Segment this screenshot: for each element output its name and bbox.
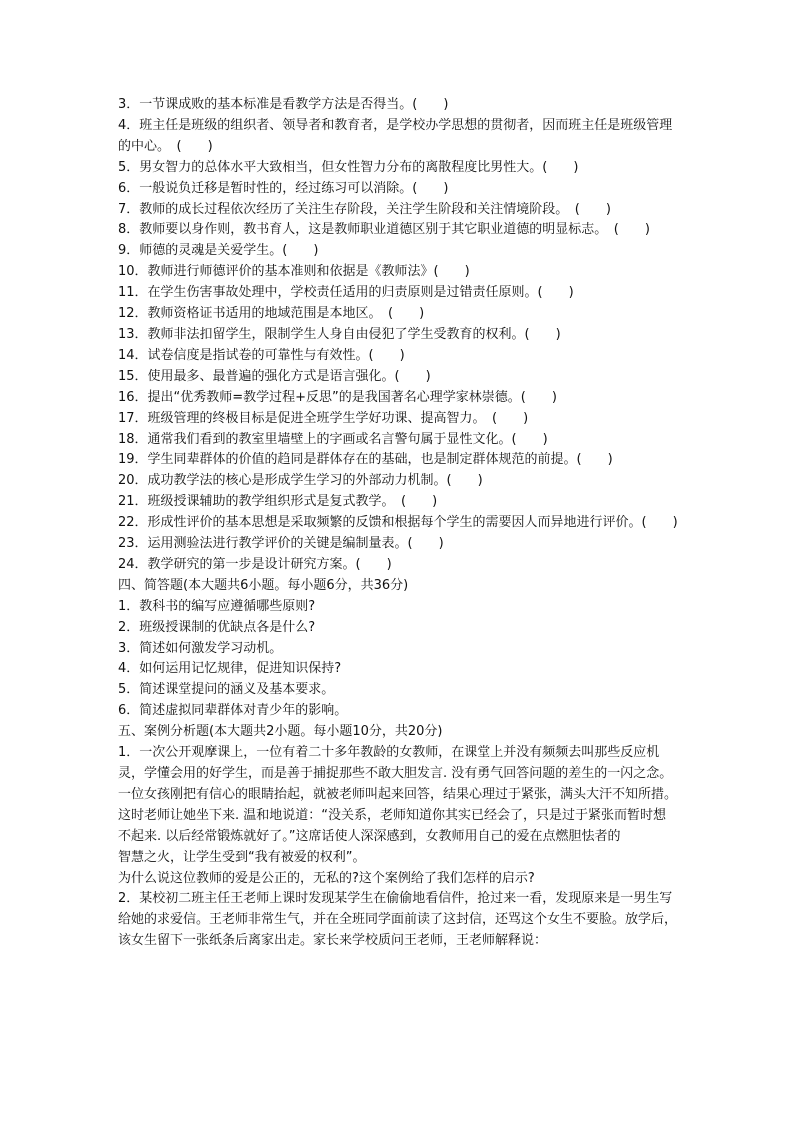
judgment-item: 13．教师非法扣留学生，限制学生人身自由侵犯了学生受教育的权利。( )	[118, 326, 561, 342]
judgment-item: 21．班级授课辅助的教学组织形式是复式教学。 ( )	[118, 494, 438, 510]
short-answer-item: 4．如何运用记忆规律，促进知识保持?	[118, 661, 342, 677]
judgment-item: 15．使用最多、最普遍的强化方式是语言强化。( )	[118, 368, 431, 384]
case-2-paragraph: 2．某校初二班主任王老师上课时发现某学生在偷偷地看信件，抢过来一看，发现原来是一男生写给她的求爱信。王老师非常生气，并在全班同学面前读了这封信，还骂这个女生不要脸。放学后，该女生留下一张纸条后离家出走。家长来学校质问王老师，王老师解释说：	[118, 891, 678, 949]
judgment-item: 14．试卷信度是指试卷的可靠性与有效性。( )	[118, 347, 405, 363]
judgment-item: 5．男女智力的总体水平大致相当，但女性智力分布的离散程度比男性大。( )	[118, 159, 579, 175]
short-answer-item: 1．教科书的编写应遵循哪些原则?	[118, 598, 316, 614]
judgment-item: 20．成功教学法的核心是形成学生学习的外部动力机制。( )	[118, 473, 483, 489]
judgment-question-list	[118, 95, 678, 576]
judgment-item: 6．一般说负迁移是暂时性的，经过练习可以消除。( )	[118, 180, 449, 196]
case-1-paragraph: 1．一次公开观摩课上，一位有着二十多年教龄的女教师，在课堂上并没有频频去叫那些反应机灵，学懂会用的好学生，而是善于捕捉那些不敢大胆发言. 没有勇气回答问题的差生的一闪之念。一位女孩刚把有信心的眼睛抬起，就被老师叫起来回答，结果心理过于紧张，满头大汗不知所措。这时老师让她坐下来. 温和地说道：“没关系，老师知道你其实已经会了，只是过于紧张而暂时想不起来. 以后经常锻炼就好了。”这席话使人深深感到，女教师用自己的爱在点燃胆怯者的	[118, 745, 678, 844]
judgment-item: 17．班级管理的终极目标是促进全班学生学好功课、提高智力。 ( )	[118, 410, 529, 426]
document-body	[118, 95, 678, 952]
judgment-item: 12．教师资格证书适用的地域范围是本地区。 ( )	[118, 306, 425, 322]
judgment-item: 16．提出“优秀教师=教学过程+反思”的是我国著名心理学家林崇德。( )	[118, 389, 557, 405]
case-1-continuation: 智慧之火，让学生受到“我有被爱的权利”。	[118, 849, 366, 865]
judgment-item: 22．形成性评价的基本思想是采取频繁的反馈和根据每个学生的需要因人而异地进行评价。( )	[118, 515, 678, 531]
judgment-item: 18．通常我们看到的教室里墙壁上的字画或名言警句属于显性文化。( )	[118, 431, 548, 447]
judgment-item: 7．教师的成长过程依次经历了关注生存阶段，关注学生阶段和关注情境阶段。 ( )	[118, 201, 611, 217]
judgment-item: 8．教师要以身作则，教书育人，这是教师职业道德区别于其它职业道德的明显标志。 ( )	[118, 222, 650, 238]
short-answer-item: 2．班级授课制的优缺点各是什么?	[118, 619, 316, 635]
short-answer-item: 6．简述虚拟同辈群体对青少年的影响。	[118, 703, 348, 719]
judgment-item: 23．运用测验法进行教学评价的关键是编制量表。( )	[118, 536, 444, 552]
judgment-item: 19．学生同辈群体的价值的趋同是群体存在的基础，也是制定群体规范的前提。( )	[118, 452, 613, 468]
judgment-item: 10．教师进行师德评价的基本准则和依据是《教师法》( )	[118, 264, 470, 280]
case-1-question: 为什么说这位教师的爱是公正的，无私的?这个案例给了我们怎样的启示?	[118, 870, 535, 886]
short-answer-item: 5．简述课堂提问的涵义及基本要求。	[118, 682, 335, 698]
short-answer-heading: 四、简答题(本大题共6小题。每小题6分，共36分)	[118, 577, 409, 593]
judgment-item: 9．师德的灵魂是关爱学生。( )	[118, 243, 319, 259]
judgment-item: 11．在学生伤害事故处理中，学校责任适用的归责原则是过错责任原则。( )	[118, 285, 574, 301]
short-answer-section	[118, 576, 678, 722]
judgment-item: 3．一节课成败的基本标准是看教学方法是否得当。( )	[118, 97, 449, 112]
judgment-item: 24．教学研究的第一步是设计研究方案。( )	[118, 556, 392, 572]
case-analysis-heading: 五、案例分析题(本大题共2小题。每小题10分，共20分)	[118, 724, 443, 740]
case-analysis-section	[118, 722, 678, 952]
short-answer-item: 3．简述如何激发学习动机。	[118, 640, 283, 656]
judgment-item: 4．班主任是班级的组织者、领导者和教育者，是学校办学思想的贯彻者，因而班主任是班级管理的中心。 ( )	[118, 117, 673, 154]
